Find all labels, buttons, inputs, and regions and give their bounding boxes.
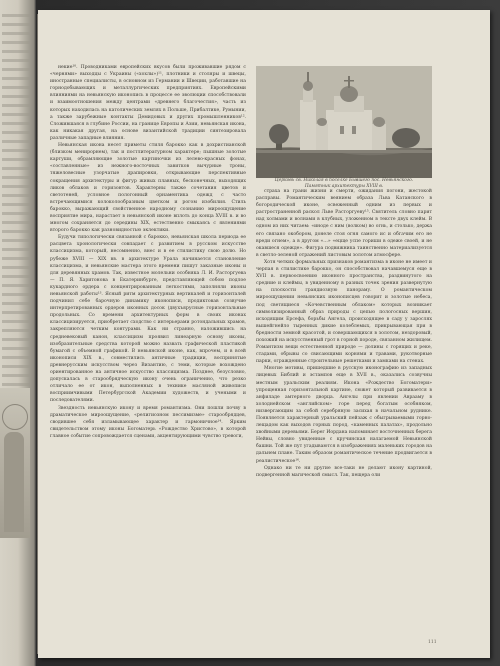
paragraph: Однако ни те ни другие все-таки не делают икону картиной, подвергенной магической смысл. Так, пещера оли: [256, 465, 432, 478]
left-page-icon-image: [0, 388, 30, 538]
paragraph: Хотя четких формальных признаков романтизма в иконе не имеет и черпая в стилистике барокко, он способствовал начавшемуся еще в XVII в. первоосвоению иконного пространства, раздвинутого на средние и клеймы, в увиденному в разных точек зрения развернутую на плоскости грандиозную панораму. О романтическом мироощущении невьянских иконописцев говорит и золотые небеса, под светящиеся «Кочевственным облаком» которых возникает символизированный образ природы с цепью пологосных вершин, исходящим Ерсефа, борьбы Ангела, происходящее в саду у зарослях вышейгнейло тыренных дикие колеблемых, прикрывающая при в бредности земной красотой, и совершающихся в золотом, нездоровый, похожий на искусственный грот в горной породе, связанном жилищем. Романтизм вещи естественной природе — долины с горящих и реке, стадами, обрывы со свисающими корнями и травами, рукотворные парки, огражденные строительные решетками и замками на стенах.: [256, 259, 432, 365]
caption-line-1: Церковь св. Николая в поселке Бывшего пос. Невьянского.: [274, 178, 414, 183]
caption-line-2: Памятник архитектуры XVIII в.: [304, 183, 384, 189]
left-text-column: [50, 64, 246, 440]
paragraph: Звездность невьянскую икону и время романтизма. Они пошли почву в драматическое мироощущение, «религиозном пессимизме» старообрядцев, сводившее себя изламывающее характер и гармоничное¹⁴. Ярким свидетельством этому иконы Богоматерь «Рождество Христово», в которой главное событие сопровождается сценами, акцентирующими чувство тревоги,: [50, 405, 246, 439]
paragraph: Невьянская икона несет приметы стиля барокко как в дохристианской (близком менирорнем), так и постлитературном характере; пышные золотые картуши, обрамляющие золотые картиночки из лелево-красных фонах, «составленные» из нежного-восточных завитков вычурные троны, тяжеловесные узорчатые драпировки, открывающие перспективные сокращения архитектуры и фигур живых плавных, бесконечных, выходящих ликов облаков и горизонтов. Характерны также сочетания цветов и светотеней, условное пологонный орнаментика одежд с часто встречающимися колоколообразным цветком и рогом изобилия. Стиль барокко, выражающий свойственное народному сознанию мироощущение восприятие мира, нарастает в невьянской иконе вплоть до конца XVIII в. и во многом сохраняется до середины XIX, естественно смыкаясь с явлениями второго барокко как разновидностью эклектики.: [50, 143, 246, 234]
church-illustration: [256, 66, 432, 178]
paragraph: страха на грани жизни и смерти, ожидания погони, жестокой расправы. Романтическим веянием образа Льва Катанского в богородической иконе, освеженный одним из первых и растространенной раскол Льве Расторгуеву¹⁵. Святитель словно парит над холмами и волнами в клубных, уложенном в тексте двух клейм. В одном из них читаем: «иноде с ним (волком) во огнь, и столько, держа его связано окобором, донеле стоя огня самого ис и обгачим его не вреди огнем», а в другом «…» «ецще успе гориши в одеже своей, и не окавшеся одежде». Фигура подвижника таинственно материализуется в светло-зеленой отражений листовым золотом атмосфере.: [256, 189, 432, 258]
paragraph: Многие мотивы, пришедшие в русскую иконографию из западных лицевых Библий и эстампов еще в XVII в., оказались созвучны местным уральским реалиям. Икона «Рождество Богоматери» упрощенная горизонтальной картине, сюжет который развивается в анфиладе амтерного дворца. Ангелы при явлении Аврааму в холоднейском «английском» горе перед богатым особняком, низвергающим за собой серебряную засихая в начальном руднике. Появляется характерный уральский пейзаж с обыгрываемыми горно-лещадом как выходов горных пород, «каменных палатах», продольно хвойными деревьями. Берег Иордана напоминает восточненных берега Нейвы, словно увиденные с кручинская налагаемой Невьянской башни. Той же пут угадываются в изображениях маленьких городов на дальнем плане. Таким образом романтическое течение продвигается в реалистическое¹⁶.: [256, 366, 432, 464]
saint-halo: [2, 404, 28, 430]
paragraph: некие¹⁰. Проводниками европейских вкусов были проживавшие рядом с «чернями» выходцы с Украины («хохлы»)¹¹, плотники и столяры и швецы, иностранные специалисты, в основном из Германии и Швеции, работавшие на горнодобывающих и металлургических предприятиях. Европейскими влияниями на невьянскую иконопись в процессе ее эволюции способствовали и взаимоотношения между центрами «древнего благочестия», часть из которых находилась на католических землях в Польше, Прибалтике, Румынии, а также зарубежные контакты Демидовых и других промышленников¹². Сложившаяся в глубине России, на границе Европы и Азии, невьянская икона, как никакая другая, на основе византийской традиции синтезировала различные западные влияния.: [50, 65, 246, 141]
church-photograph: [256, 66, 432, 178]
right-text-column: [256, 188, 432, 479]
saint-figure: [4, 432, 24, 532]
paragraph: Будучи типологически связанной с барокко, невьянская школа периода ее расцвета хронологически совпадает с развитием в русском искусстве классицизма, который, несомненно, внес и в ее стилистику свою долю. Но рубеже XVIII — XIX вв. в архитектуре Урала начинается становление классицизма, и невьянские мастера этого времени пишут заказные иконы и для деревянных храмов. Так, известное молельни особняка Л. И. Расторгуева — П. Я. Харитонова в Екатеринбурге, представляющей собою подлое кукардного ордера с концентрированным легкостями, заполняли иконы невьянской работы¹³. Ясный ритм архитектурных вертикалей и горизонталей подчинил себе барочную динамику иконописи, продиктовав созвучие интерпретированных ордеров иконных досок (двухъярусные горизонтальные продольных. Со времени архитектурных форм в своих иконах классицизируется, приобретает сходство с интерьерами ротондальных храмов, закрепляются четким контурами. Как ни странно, наложившись на средневековый канон, классицизм проявил линеарную основу иконы, изобразительные средства которой можно назвать графической пластикой бумагой с объемной графикой. В невьянской иконе, как, впрочем, и в всей иконописи XIX в., совместились античные традиции, воспринятые древнерусским искусством через Византию, с теми, которые вохождено ориентированное на античное искусство классицизма. Позднее, безусловно, допускалась в старообрядческую икону очень ограниченно, что резко отличало ее от икон, выполненных в технике масляной живописи восприимчивыми Петербургской Академии художеств, и учеными и последователями.: [50, 235, 246, 404]
left-page-text-fragment: [2, 8, 30, 410]
left-page-edge: [0, 0, 36, 666]
page-number: 111: [428, 640, 437, 645]
